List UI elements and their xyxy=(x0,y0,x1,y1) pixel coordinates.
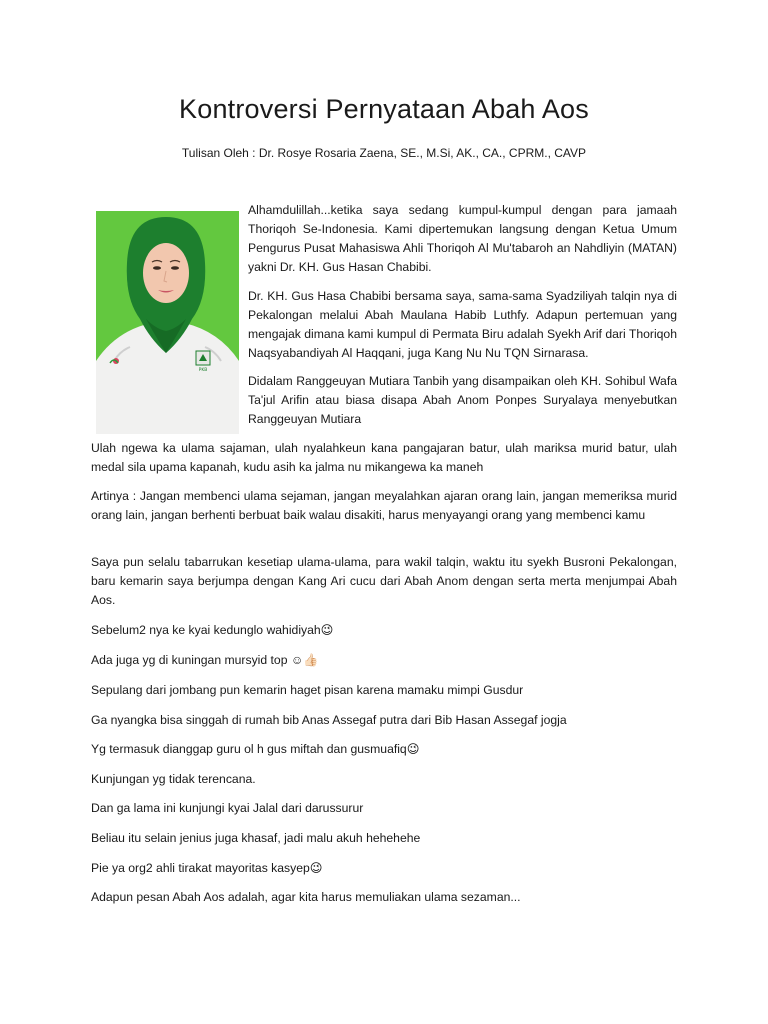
paragraph: Beliau itu selain jenius juga khasaf, jadi malu akuh hehehehe xyxy=(91,831,421,845)
document-title: Kontroversi Pernyataan Abah Aos xyxy=(179,94,589,124)
author-byline: Tulisan Oleh : Dr. Rosye Rosaria Zaena, SE., M.Si, AK., CA., CPRM., CAVP xyxy=(181,146,587,160)
paragraph: Kunjungan yg tidak terencana. xyxy=(91,772,256,786)
paragraph: Sebelum2 nya ke kyai kedunglo wahidiyah😉 xyxy=(91,623,334,637)
paragraph: Sepulang dari jombang pun kemarin haget pisan karena mamaku mimpi Gusdur xyxy=(91,683,524,697)
paragraph: Pie ya org2 ahli tirakat mayoritas kasyep😉 xyxy=(91,861,323,875)
paragraph: Didalam Ranggeuyan Mutiara Tanbih yang disampaikan oleh KH. Sohibul Wafa Ta'jul Arifin atau biasa disapa Abah Anom Ponpes Suryalaya menyebutkan Ranggeuyan Mutiara xyxy=(248,374,677,426)
paragraph: Dan ga lama ini kunjungi kyai Jalal dari darussurur xyxy=(91,801,364,815)
paragraph: Dr. KH. Gus Hasa Chabibi bersama saya, sama-sama Syadziliyah talqin nya di Pekalongan melalui Abah Maulana Habib Luthfy. Adapun pertemuan yang mengajak dimana kami kumpul di Permata Biru adalah Syekh Arif dari Thoriqoh Naqsyabandiyah Al Haqqani, juga Kang Nu Nu TQN Sirnarasa. xyxy=(248,289,677,360)
paragraph: Ulah ngewa ka ulama sajaman, ulah nyalahkeun kana pangajaran batur, ulah mariksa murid batur, ulah medal sila upama kapanah, kudu asih ka jalma nu mikangewa ka maneh xyxy=(91,441,677,474)
author-photo xyxy=(96,211,239,434)
paragraph: Ga nyangka bisa singgah di rumah bib Anas Assegaf putra dari Bib Hasan Assegaf jogja xyxy=(91,713,567,727)
photo-badge-text: PKB xyxy=(198,368,208,373)
paragraph: Adapun pesan Abah Aos adalah, agar kita harus memuliakan ulama sezaman... xyxy=(91,890,521,904)
paragraph: Ada juga yg di kuningan mursyid top ☺👍🏻 xyxy=(91,653,319,667)
paragraph: Artinya : Jangan membenci ulama sejaman, jangan meyalahkan ajaran orang lain, jangan memeriksa murid orang lain, jangan berhenti berbuat baik walau disakiti, harus menyayangi orang yang membenci kamu xyxy=(91,489,677,522)
paragraph: Saya pun selalu tabarrukan kesetiap ulama-ulama, para wakil talqin, waktu itu syekh Busroni Pekalongan, baru kemarin saya berjumpa dengan Kang Ari cucu dari Abah Anom dengan serta merta menjumpai Abah Aos. xyxy=(91,555,677,607)
paragraph: Alhamdulillah...ketika saya sedang kumpul-kumpul dengan para jamaah Thoriqoh Se-Indonesia. Kami dipertemukan langsung dengan Ketua Umum Pengurus Pusat Mahasiswa Ahli Thoriqoh Al Mu'tabaroh an Nahdliyin (MATAN) yakni Dr. KH. Gus Hasan Chabibi. xyxy=(248,203,677,274)
paragraph: Yg termasuk dianggap guru ol h gus miftah dan gusmuafiq😉 xyxy=(91,742,420,756)
